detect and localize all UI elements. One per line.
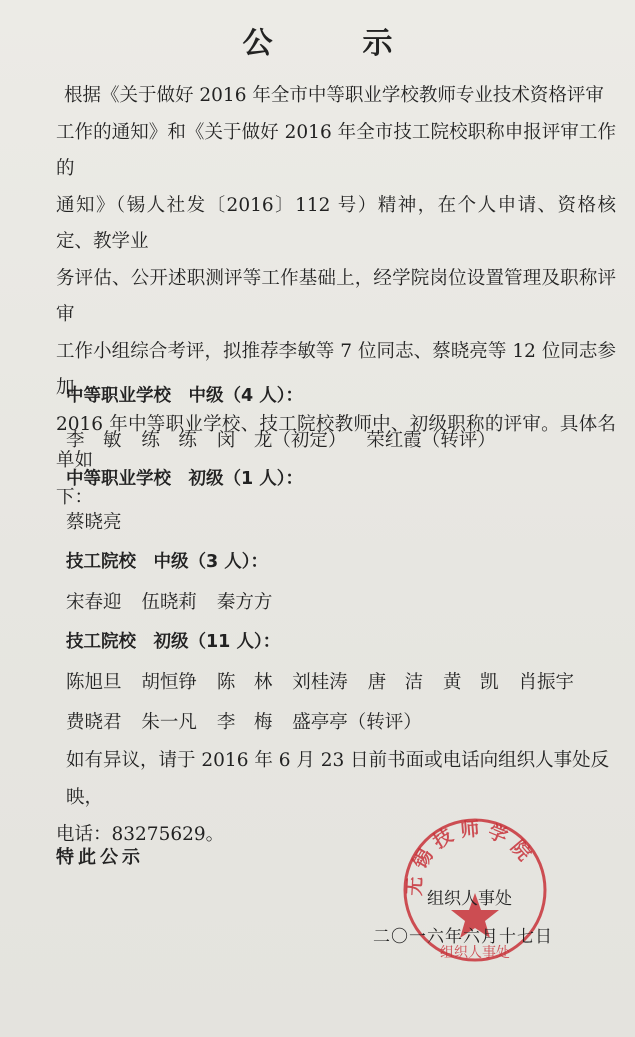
name-item: 刘桂涛 bbox=[292, 672, 348, 693]
body-line-5: 工作小组综合考评，拟推荐李敏等 7 位同志、蔡晓亮等 12 位同志参加 bbox=[56, 340, 616, 398]
name-item: 李 梅 bbox=[216, 712, 273, 733]
name-list bbox=[66, 708, 436, 734]
group-heading: 中等职业学校 中级（4 人）： bbox=[66, 386, 304, 406]
name-item: 胡恒铮 bbox=[141, 672, 197, 693]
name-item: 唐 洁 bbox=[367, 672, 424, 693]
name-item: 荣红霞（转评） bbox=[366, 430, 496, 451]
title-char-2: 示 bbox=[362, 26, 393, 61]
objection-line-1: 如有异议，请于 2016 年 6 月 23 日前书面或电话向组织人事处反映， bbox=[66, 750, 610, 808]
name-item: 肖振宇 bbox=[518, 672, 574, 693]
body-line-6: 2016 年中等职业学校、技工院校教师中、初级职称的评审。具体名单如 bbox=[56, 413, 616, 471]
seal-arc-text: 无 锡 技 师 学 院 bbox=[403, 818, 536, 897]
body-line-7: 下： bbox=[56, 486, 94, 508]
closing-statement: 特此公示 bbox=[56, 847, 144, 868]
group-heading: 技工院校 中级（3 人）： bbox=[66, 552, 269, 572]
title-char-1: 公 bbox=[242, 26, 273, 61]
signature-department: 组织人事处 bbox=[427, 889, 512, 909]
name-item: 李 敏 bbox=[66, 430, 122, 451]
seal-inner-text: 组织人事处 bbox=[440, 945, 510, 961]
name-list bbox=[66, 426, 510, 452]
phone-line: 电话：83275629。 bbox=[56, 824, 225, 845]
name-item: 朱一凡 bbox=[141, 712, 197, 733]
name-item: 盛亭亭（转评） bbox=[292, 712, 422, 733]
group-heading: 技工院校 初级（11 人）： bbox=[66, 632, 281, 652]
name-item: 宋春迎 bbox=[66, 592, 122, 613]
name-item: 黄 凯 bbox=[443, 672, 499, 693]
name-item: 陈旭旦 bbox=[66, 672, 122, 693]
name-list bbox=[66, 508, 136, 534]
name-item: 陈 林 bbox=[216, 672, 273, 693]
name-item: 费晓君 bbox=[66, 712, 122, 733]
document-title bbox=[0, 18, 635, 62]
name-item: 闵 龙（初定） bbox=[216, 430, 347, 451]
group-heading: 中等职业学校 初级（1 人）： bbox=[66, 469, 304, 489]
body-line-1: 根据《关于做好 2016 年全市中等职业学校教师专业技术资格评审 bbox=[64, 85, 604, 106]
name-list bbox=[66, 588, 286, 614]
body-line-2: 工作的通知》和《关于做好 2016 年全市技工院校职称申报评审工作的 bbox=[56, 121, 616, 179]
name-item: 练 练 bbox=[141, 430, 197, 451]
name-item: 伍晓莉 bbox=[141, 592, 197, 613]
signature-date: 二〇一六年六月十七日 bbox=[373, 927, 553, 947]
name-list bbox=[66, 668, 588, 694]
body-line-4: 务评估、公开述职测评等工作基础上，经学院岗位设置管理及职称评审 bbox=[56, 267, 616, 325]
body-line-3: 通知》（锡人社发〔2016〕112 号）精神，在个人申请、资格核定、教学业 bbox=[56, 194, 616, 252]
name-item: 秦方方 bbox=[216, 592, 273, 613]
name-item: 蔡晓亮 bbox=[66, 512, 122, 533]
